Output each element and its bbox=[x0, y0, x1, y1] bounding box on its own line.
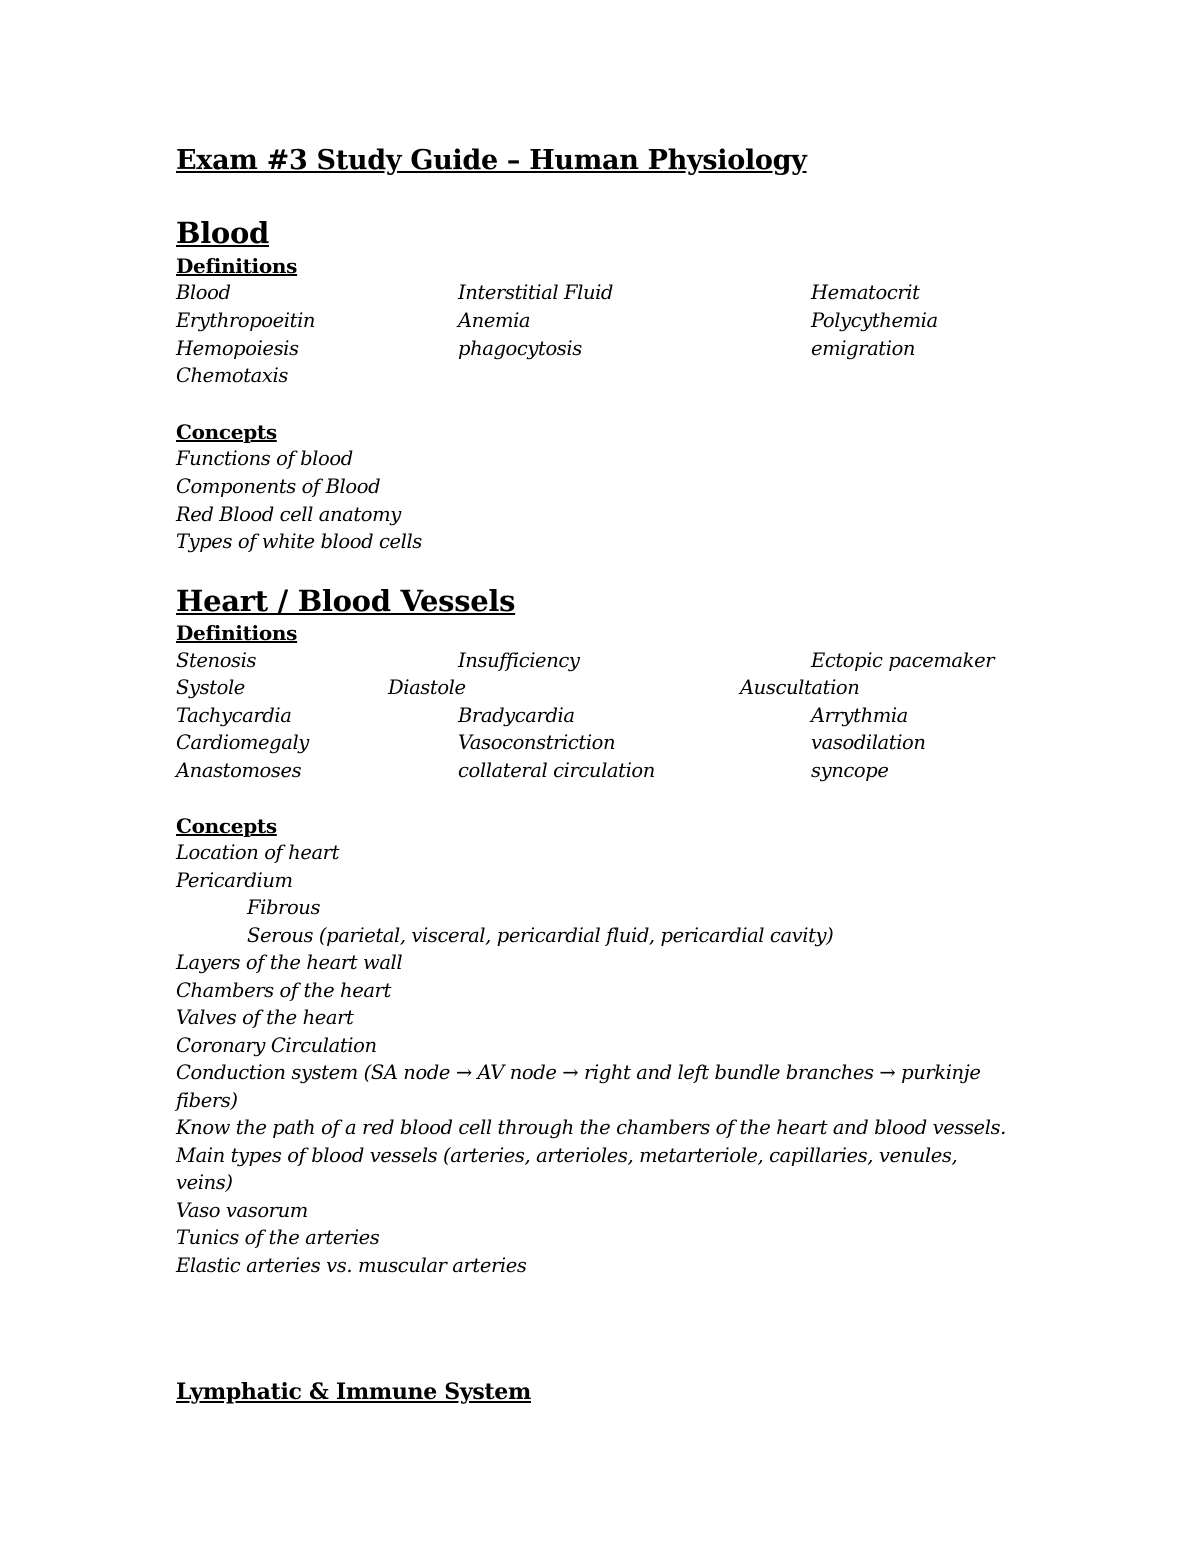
heart-concept-item: Pericardium bbox=[176, 869, 293, 892]
heart-definition-term: Bradycardia bbox=[458, 704, 575, 727]
heart-concept-item: fibers) bbox=[176, 1089, 238, 1112]
heart-definition-term: Auscultation bbox=[740, 676, 860, 699]
blood-definition-term: Chemotaxis bbox=[176, 364, 288, 387]
heart-concept-item: Vaso vasorum bbox=[176, 1199, 308, 1222]
heart-concept-item: Valves of the heart bbox=[176, 1006, 354, 1029]
blood-concept-item: Types of white blood cells bbox=[176, 530, 422, 553]
blood-definition-term: Anemia bbox=[458, 309, 531, 332]
heart-concept-item: Coronary Circulation bbox=[176, 1034, 377, 1057]
heart-concept-item: Elastic arteries vs. muscular arteries bbox=[176, 1254, 527, 1277]
heart-definition-term: Ectopic pacemaker bbox=[811, 649, 995, 672]
heart-definition-term: Vasoconstriction bbox=[458, 731, 616, 754]
heart-definition-term: Arrythmia bbox=[811, 704, 908, 727]
blood-definition-term: Hemopoiesis bbox=[176, 337, 299, 360]
blood-definition-term: Interstitial Fluid bbox=[458, 281, 614, 304]
blood-concept-item: Red Blood cell anatomy bbox=[176, 503, 401, 526]
blood-definition-term: Blood bbox=[176, 281, 231, 304]
heart-concept-item: veins) bbox=[176, 1171, 233, 1194]
heart-definition-term: collateral circulation bbox=[458, 759, 655, 782]
heart-definition-term: vasodilation bbox=[811, 731, 926, 754]
section-heading-lymphatic: Lymphatic & Immune System bbox=[176, 1379, 531, 1405]
heart-concept-subitem: Fibrous bbox=[247, 896, 321, 919]
blood-definitions-heading: Definitions bbox=[176, 254, 298, 278]
heart-definition-term: Insufficiency bbox=[458, 649, 580, 672]
heart-concepts-heading: Concepts bbox=[176, 814, 277, 838]
blood-definition-term: emigration bbox=[811, 337, 916, 360]
heart-concept-item: Conduction system (SA node → AV node → right and left bundle branches → purkinje bbox=[176, 1061, 981, 1084]
blood-concept-item: Components of Blood bbox=[176, 475, 381, 498]
heart-concept-item: Location of heart bbox=[176, 841, 340, 864]
heart-concept-item: Layers of the heart wall bbox=[176, 951, 403, 974]
heart-definition-term: Stenosis bbox=[176, 649, 257, 672]
heart-concept-item: Main types of blood vessels (arteries, arterioles, metarteriole, capillaries, venules, bbox=[176, 1144, 958, 1167]
blood-concepts-heading: Concepts bbox=[176, 420, 277, 444]
document-title: Exam #3 Study Guide – Human Physiology bbox=[176, 145, 807, 176]
heart-definitions-heading: Definitions bbox=[176, 621, 298, 645]
blood-definition-term: Polycythemia bbox=[811, 309, 938, 332]
blood-definition-term: Erythropoeitin bbox=[176, 309, 316, 332]
blood-definition-term: Hematocrit bbox=[811, 281, 920, 304]
heart-definition-term: Systole bbox=[176, 676, 245, 699]
heart-concept-item: Know the path of a red blood cell through the chambers of the heart and blood vessels. bbox=[176, 1116, 1006, 1139]
blood-definition-term: phagocytosis bbox=[458, 337, 582, 360]
heart-concept-item: Tunics of the arteries bbox=[176, 1226, 380, 1249]
heart-definition-term: Diastole bbox=[388, 676, 466, 699]
heart-concept-subitem: Serous (parietal, visceral, pericardial fluid, pericardial cavity) bbox=[247, 924, 834, 947]
heart-definition-term: Anastomoses bbox=[176, 759, 302, 782]
heart-definition-term: syncope bbox=[811, 759, 889, 782]
heart-definition-term: Tachycardia bbox=[176, 704, 292, 727]
heart-concept-item: Chambers of the heart bbox=[176, 979, 391, 1002]
section-heading-blood: Blood bbox=[176, 216, 269, 250]
heart-definition-term: Cardiomegaly bbox=[176, 731, 309, 754]
blood-concept-item: Functions of blood bbox=[176, 447, 353, 470]
section-heading-heart: Heart / Blood Vessels bbox=[176, 584, 516, 618]
